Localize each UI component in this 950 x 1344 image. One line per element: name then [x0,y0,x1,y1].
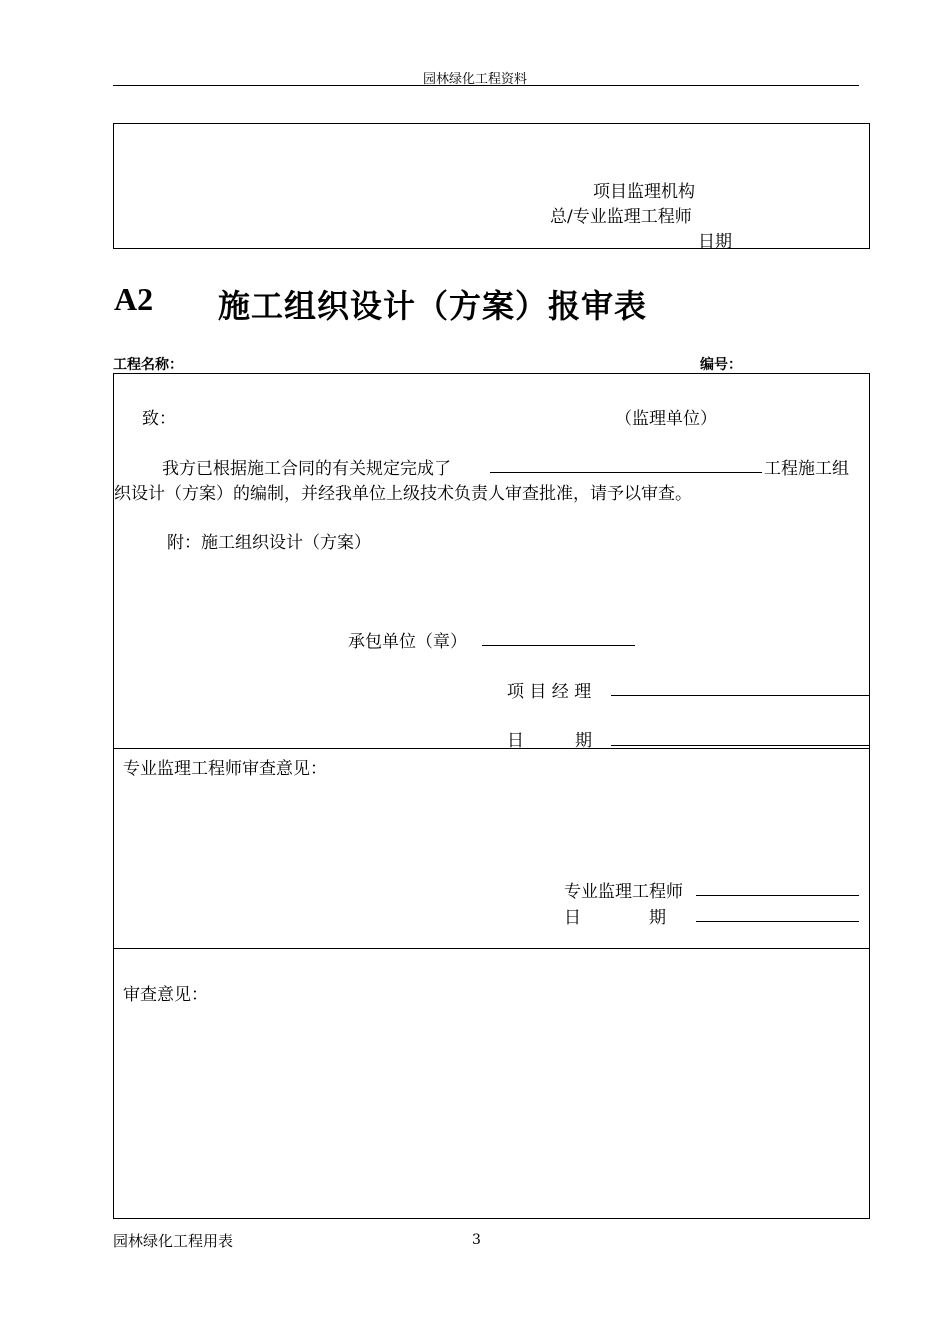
project-manager-label: 项 目 经 理 [507,682,592,702]
engineer-date-label: 日 期 [564,908,666,928]
previous-signature-box [113,123,870,252]
body-text-line1-end: 工程施工组 [764,459,849,479]
project-name-label: 工程名称： [113,357,183,373]
project-manager-blank[interactable] [611,695,869,696]
section-divider-2 [114,948,869,949]
footer-label: 园林绿化工程用表 [113,1232,234,1250]
application-date-label: 日 期 [507,731,592,751]
engineer-date-blank[interactable] [696,921,859,922]
contractor-blank[interactable] [482,645,635,646]
section-divider-1 [114,748,869,749]
contractor-label: 承包单位（章） [348,632,467,652]
header-divider [113,85,859,86]
body-text-line1: 我方已根据施工合同的有关规定完成了 [162,459,451,479]
supervision-org-label: 项目监理机构 [593,182,695,202]
engineer-sign-blank[interactable] [696,895,859,896]
form-table [113,373,870,1219]
project-name-blank[interactable] [490,472,762,473]
supervisor-unit-label: （监理单位） [615,409,717,429]
page-number: 3 [472,1232,481,1248]
engineer-review-title: 专业监理工程师审查意见： [123,759,327,779]
final-review-title: 审查意见： [123,985,208,1005]
to-label: 致： [142,409,176,429]
attachment-label: 附：施工组织设计（方案） [167,533,371,553]
body-text-line2: 织设计（方案）的编制，并经我单位上级技术负责人审查批准，请予以审查。 [114,484,692,504]
form-code: A2 [114,281,154,317]
number-label: 编号： [700,357,742,373]
page-header-title: 园林绿化工程资料 [422,72,527,87]
engineer-sign-label: 专业监理工程师 [564,882,683,902]
form-title: 施工组织设计（方案）报审表 [218,287,648,325]
application-date-blank[interactable] [611,745,869,746]
chief-engineer-label: 总/专业监理工程师 [550,207,692,227]
date-label: 日期 [698,232,732,252]
